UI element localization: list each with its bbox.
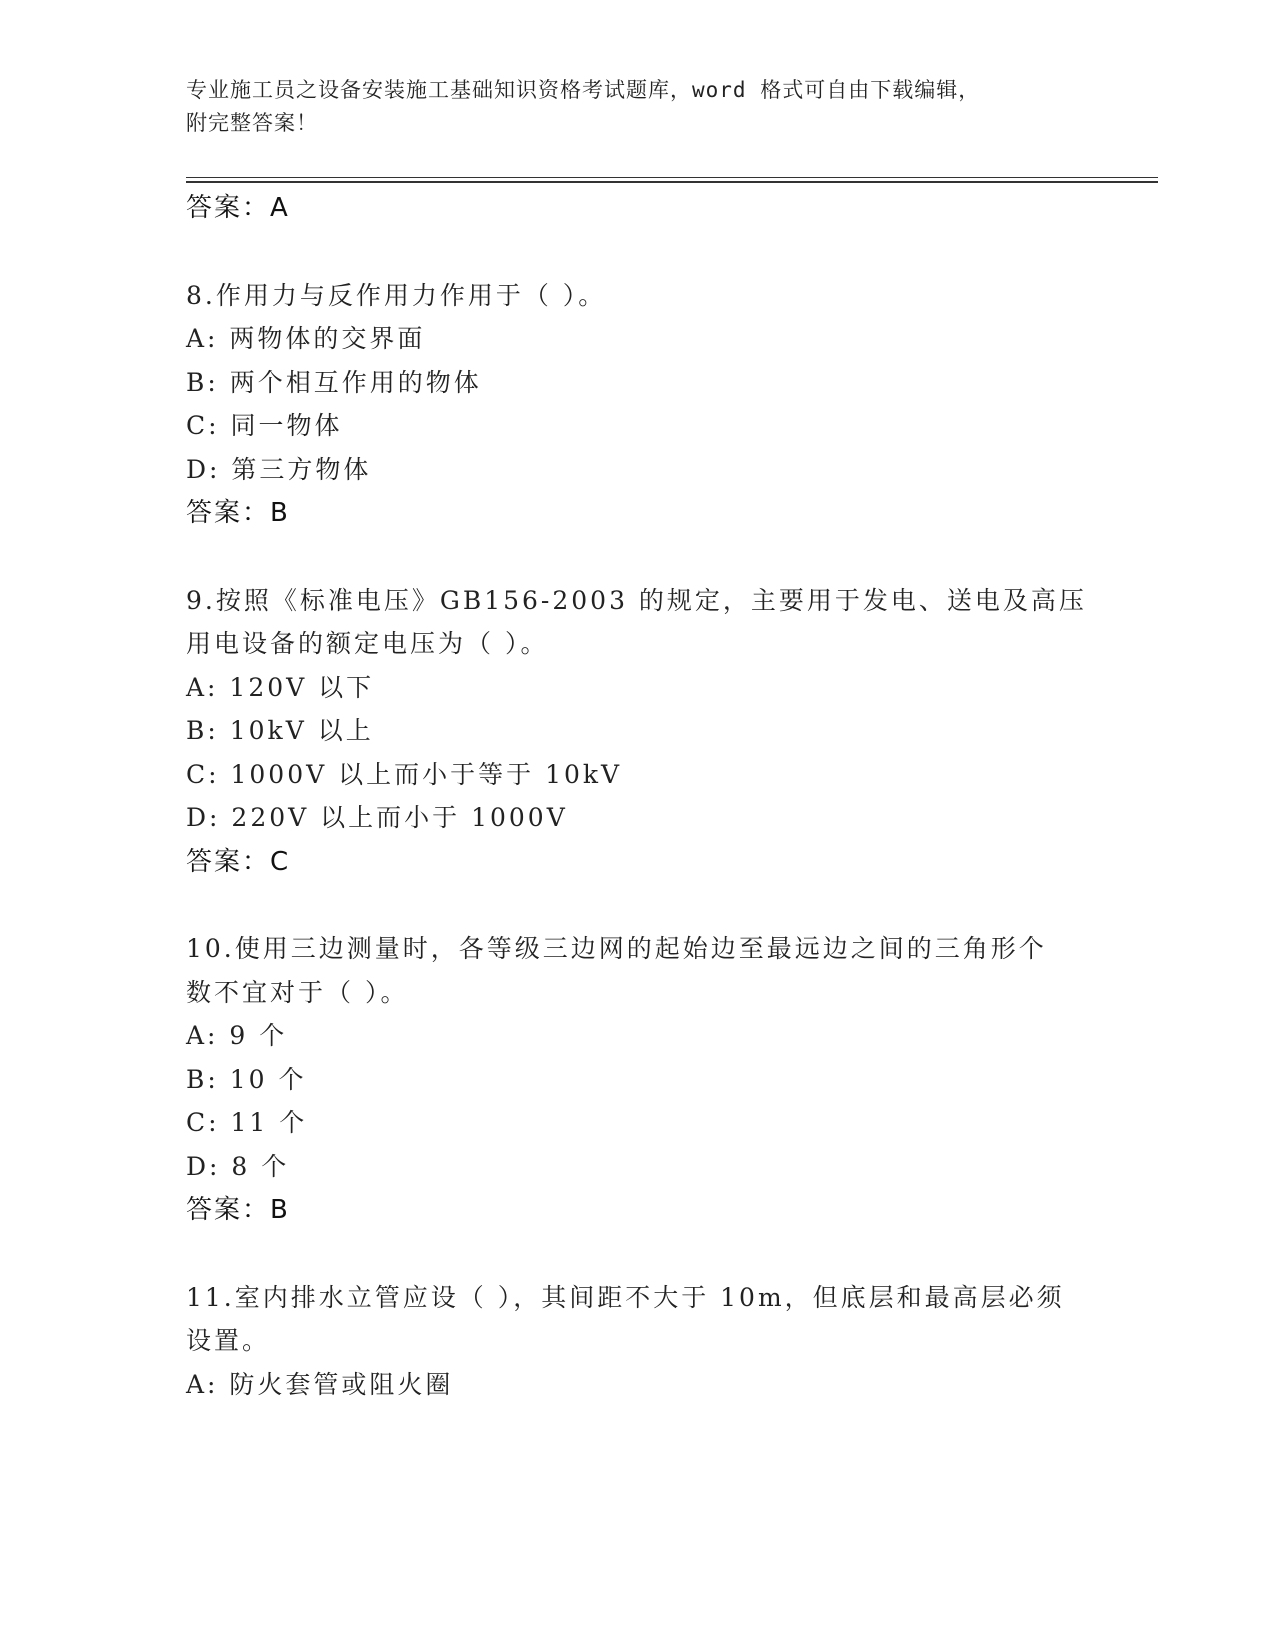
question-8-option-b: B: 两个相互作用的物体 xyxy=(186,368,482,397)
question-8-option-a: A: 两物体的交界面 xyxy=(186,324,426,353)
question-10-stem-line-2: 数不宜对于（ ）。 xyxy=(186,978,409,1007)
header-divider-thick xyxy=(186,181,1158,183)
question-9-option-c: C: 1000V 以上而小于等于 10kV xyxy=(186,760,623,789)
question-8-option-c: C: 同一物体 xyxy=(186,411,343,440)
question-8-stem: 8.作用力与反作用力作用于（ ）。 xyxy=(186,281,607,310)
header-line-2: 附完整答案！ xyxy=(186,111,318,135)
question-9-stem-line-1: 9.按照《标准电压》GB156-2003 的规定，主要用于发电、送电及高压 xyxy=(186,586,1087,615)
question-9-stem-line-2: 用电设备的额定电压为（ ）。 xyxy=(186,629,549,658)
question-9-option-d: D: 220V 以上而小于 1000V xyxy=(186,803,568,832)
question-10-option-b: B: 10 个 xyxy=(186,1065,307,1094)
document-page xyxy=(186,0,1158,1650)
document-header xyxy=(186,74,1066,140)
question-9-option-b: B: 10kV 以上 xyxy=(186,716,374,745)
question-11-stem-line-1: 11.室内排水立管应设（ ），其间距不大于 10m，但底层和最高层必须 xyxy=(186,1283,1065,1312)
question-9-option-a: A: 120V 以下 xyxy=(186,673,375,702)
answer-previous: 答案：A xyxy=(186,193,290,223)
question-8-option-d: D: 第三方物体 xyxy=(186,455,372,484)
question-8-answer: 答案：B xyxy=(186,498,290,528)
question-11-stem-line-2: 设置。 xyxy=(186,1326,271,1355)
header-divider-thin xyxy=(186,177,1158,178)
question-10-option-d: D: 8 个 xyxy=(186,1152,290,1181)
header-line-1: 专业施工员之设备安装施工基础知识资格考试题库，word 格式可自由下载编辑， xyxy=(186,78,981,102)
question-11-option-a: A: 防火套管或阻火圈 xyxy=(186,1370,454,1399)
question-10-option-c: C: 11 个 xyxy=(186,1108,308,1137)
question-10-answer: 答案：B xyxy=(186,1195,290,1225)
question-10-stem-line-1: 10.使用三边测量时，各等级三边网的起始边至最远边之间的三角形个 xyxy=(186,934,1047,963)
question-9-answer: 答案：C xyxy=(186,847,291,877)
question-10-option-a: A: 9 个 xyxy=(186,1021,288,1050)
